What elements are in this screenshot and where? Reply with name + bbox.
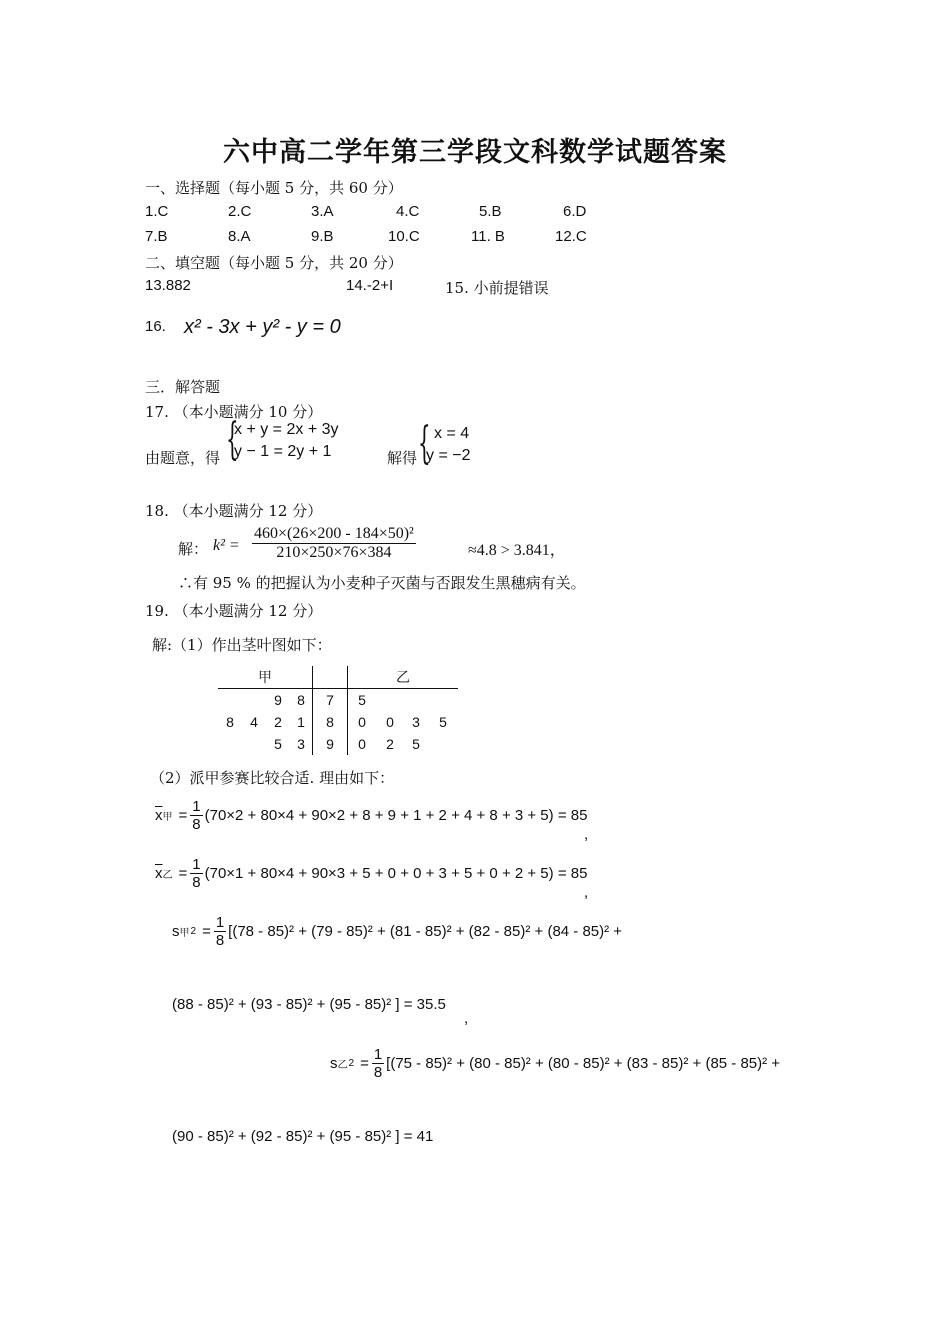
leaf-right	[376, 689, 404, 712]
leaf-left: 8	[226, 714, 234, 730]
leaf-right: 5	[412, 736, 420, 752]
stem-row	[218, 689, 458, 712]
q17-sol1: x = 4	[434, 425, 470, 442]
answer-14: 14.-2+I	[346, 277, 394, 294]
q18-conclusion: ∴有 95 % 的把握认为小麦种子灭菌与否跟发生黑穗病有关。	[178, 574, 586, 592]
q18-fraction	[252, 525, 416, 562]
answer-16-equation: x² - 3x + y² - y = 0	[184, 316, 341, 338]
answer-3: 3.A	[311, 203, 334, 220]
leaf-left: 1	[297, 714, 305, 730]
q18-numerator: 460×(26×200 - 184×50)²	[254, 525, 414, 542]
section2-heading: 二、填空题（每小题 5 分，共 20 分）	[145, 254, 403, 272]
q19-part1: 解:（1）作出茎叶图如下：	[152, 636, 332, 654]
leaf-left: 9	[274, 692, 282, 708]
frac-num: 1	[373, 1046, 383, 1063]
q17-brace-left: {	[226, 414, 239, 465]
frac-num: 1	[215, 914, 225, 931]
leaf-right: 0	[358, 736, 366, 752]
leaf-left	[242, 689, 266, 712]
q17-eq2: y − 1 = 2y + 1	[234, 443, 332, 460]
q18-frac	[252, 525, 416, 562]
q17-solve-label: 解得	[387, 449, 418, 467]
mean-jia-expr: (70×2 + 80×4 + 90×2 + 8 + 9 + 1 + 2 + 4 + 8 + 3 + 5) = 85	[204, 807, 588, 824]
q18-prefix: 解：	[178, 540, 209, 558]
answer-8: 8.A	[228, 228, 251, 245]
mean-yi-symbol: $\overline{x}$	[155, 865, 163, 882]
leaf-right: 0	[386, 714, 394, 730]
stem-value: 9	[313, 733, 348, 755]
var-yi-line1: s 乙 2 = $\frac{1}{8}$ [(75 - 85)² + (80 - 85)² + (80 - 85)² + (83 - 85)² + (85 - 85)² +	[330, 1046, 781, 1081]
frac-den: 8	[215, 932, 225, 949]
mean-jia-frac	[190, 798, 202, 833]
leaf-right	[428, 733, 458, 755]
leaf-left: 2	[274, 714, 282, 730]
leaf-right: 5	[439, 714, 447, 730]
answer-11: 11. B	[471, 228, 505, 245]
q17-prefix: 由题意，得	[145, 449, 221, 467]
var-yi-frac	[372, 1046, 384, 1081]
frac-num: 1	[192, 856, 201, 873]
leaf-right	[404, 689, 428, 712]
var-yi-line2: (90 - 85)² + (92 - 85)² + (95 - 85)² ] = 41	[172, 1128, 434, 1145]
comma: ,	[584, 826, 589, 843]
frac-den: 8	[373, 1064, 383, 1081]
var-yi-sub: 乙	[337, 1060, 348, 1071]
answer-9: 9.B	[311, 228, 334, 245]
page-title: 六中高二学年第三学段文科数学试题答案	[223, 137, 727, 168]
q18-label: 18. （本小题满分 12 分）	[145, 502, 323, 520]
var-jia-sub: 甲	[179, 928, 190, 939]
answer-12: 12.C	[555, 228, 587, 245]
section3-heading: 三．解答题	[145, 378, 221, 396]
answer-16-label: 16.	[145, 318, 166, 335]
q18-denominator: 210×250×76×384	[276, 544, 392, 561]
leaf-left: 3	[297, 736, 305, 752]
stem-header-stem	[313, 666, 348, 689]
stem-header-jia: 甲	[258, 669, 272, 685]
leaf-left: 8	[297, 692, 305, 708]
var-yi-symbol: s	[330, 1055, 338, 1072]
leaf-right: 3	[412, 714, 420, 730]
answer-1: 1.C	[145, 203, 169, 220]
mean-yi-sub: 乙	[162, 870, 173, 881]
var-jia-expr1: [(78 - 85)² + (79 - 85)² + (81 - 85)² + (82 - 85)² + (84 - 85)² +	[228, 923, 623, 940]
stem-header-yi: 乙	[396, 669, 410, 685]
leaf-right: 5	[358, 692, 366, 708]
stem-leaf-plot	[218, 666, 458, 755]
q17-system	[234, 419, 339, 463]
q17-sol2: y = −2	[426, 447, 471, 464]
mean-jia-line	[155, 798, 587, 833]
q17-solution	[426, 423, 470, 467]
q17-brace-right: {	[418, 418, 431, 469]
leaf-right	[428, 689, 458, 712]
answer-5: 5.B	[479, 203, 502, 220]
frac-num: 1	[192, 798, 201, 815]
q19-label: 19. （本小题满分 12 分）	[145, 602, 323, 620]
answer-10: 10.C	[388, 228, 420, 245]
var-jia-line1: s 甲 2 = $\frac{1}{8}$ [(78 - 85)² + (79 - 85)² + (81 - 85)² + (82 - 85)² + (84 - 85)² +	[172, 914, 623, 949]
mean-yi-line	[155, 856, 587, 891]
stem-value: 8	[313, 711, 348, 733]
answer-2: 2.C	[228, 203, 252, 220]
stem-value: 7	[313, 689, 348, 712]
var-yi-expr1: [(75 - 85)² + (80 - 85)² + (80 - 85)² + (83 - 85)² + (85 - 85)² +	[386, 1055, 781, 1072]
leaf-right: 0	[358, 714, 366, 730]
answer-13: 13.882	[145, 277, 191, 294]
q17-label: 17. （本小题满分 10 分）	[145, 403, 323, 421]
mean-yi-frac	[190, 856, 202, 891]
var-jia-line2: (88 - 85)² + (93 - 85)² + (95 - 85)² ] = 35.5	[172, 996, 446, 1013]
leaf-left	[218, 689, 242, 712]
frac-den: 8	[192, 874, 201, 891]
leaf-right: 2	[386, 736, 394, 752]
frac-den: 8	[192, 816, 201, 833]
comma: ,	[584, 884, 589, 901]
mean-yi-expr: (70×1 + 80×4 + 90×3 + 5 + 0 + 0 + 3 + 5 + 0 + 2 + 5) = 85	[204, 865, 588, 882]
answer-6: 6.D	[563, 203, 587, 220]
mean-yi-eq: =	[178, 865, 188, 882]
var-jia-frac	[214, 914, 226, 949]
leaf-left	[218, 733, 242, 755]
answer-7: 7.B	[145, 228, 168, 245]
answer-4: 4.C	[396, 203, 420, 220]
stem-row	[218, 733, 458, 755]
section1-heading: 一、选择题（每小题 5 分，共 60 分）	[145, 179, 403, 197]
mean-jia-sub: 甲	[162, 812, 173, 823]
answer-15: 15. 小前提错误	[445, 279, 549, 297]
mean-jia-eq: =	[178, 807, 188, 824]
q18-lhs: k² =	[213, 537, 240, 554]
q19-part2: （2）派甲参赛比较合适. 理由如下：	[150, 769, 395, 787]
q18-rhs: ≈4.8 > 3.841，	[468, 542, 566, 559]
leaf-left: 4	[250, 714, 258, 730]
leaf-left	[242, 733, 266, 755]
q17-eq1: x + y = 2x + 3y	[234, 421, 339, 438]
var-jia-eq: =	[202, 923, 211, 940]
stem-row	[218, 711, 458, 733]
var-jia-symbol: s	[172, 923, 180, 940]
comma: ,	[464, 1010, 469, 1027]
var-yi-eq: =	[360, 1055, 369, 1072]
mean-jia-symbol: $\overline{x}$	[155, 807, 163, 824]
leaf-left: 5	[274, 736, 282, 752]
